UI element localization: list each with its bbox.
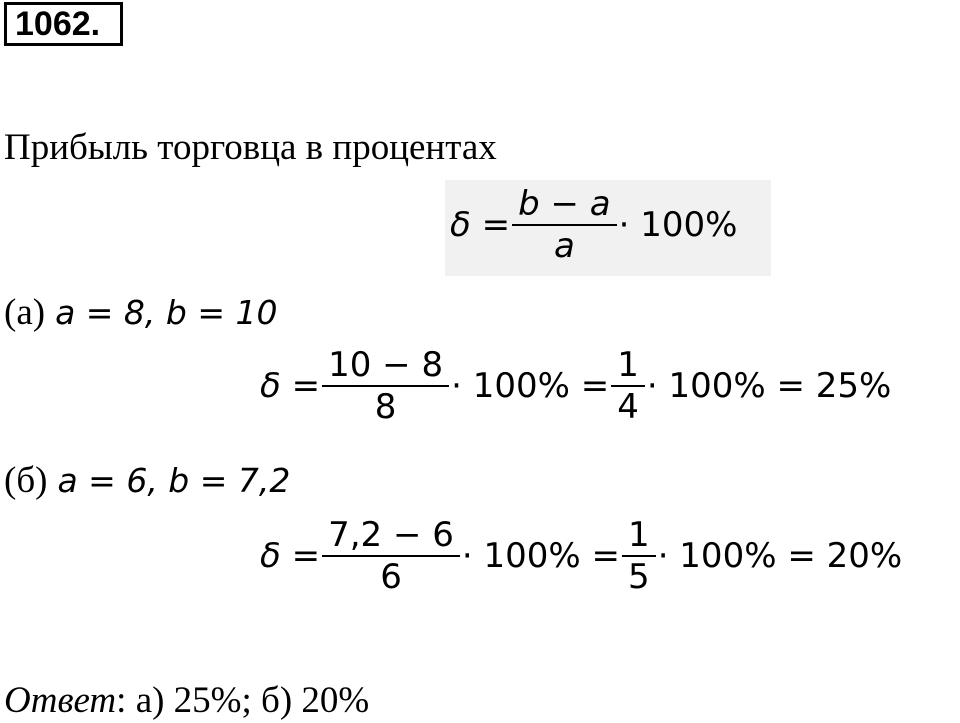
formula-rhs: · 100% — [618, 205, 738, 245]
case-a-lhs: δ = — [260, 366, 321, 406]
answer-text: а) 25%; б) 20% — [126, 680, 370, 721]
case-b-equation — [258, 515, 904, 597]
formula-lhs: δ = — [450, 205, 511, 245]
case-b-frac2-num: 1 — [628, 515, 650, 555]
case-b-condition — [4, 460, 290, 502]
case-a-fraction-2 — [611, 345, 645, 427]
case-a-frac1-den: 8 — [374, 387, 397, 427]
case-a-condition — [4, 292, 277, 334]
intro-text: Прибыль торговца в процентах — [4, 127, 497, 168]
case-a-fraction-1 — [322, 345, 449, 427]
case-b-mid: · 100% = — [461, 536, 621, 576]
case-b-result: · 100% = 20% — [657, 536, 903, 576]
case-b-frac1-den: 6 — [380, 557, 402, 597]
formula-fraction — [512, 184, 617, 266]
case-a-frac1-num: 10 − 8 — [328, 345, 444, 385]
formula-numerator: b − a — [518, 184, 611, 224]
case-a-equation — [258, 345, 893, 427]
case-b-fraction-1 — [322, 515, 460, 597]
answer-line — [4, 679, 369, 723]
case-b-values: a = 6, b = 7,2 — [57, 461, 291, 500]
case-a-values: a = 8, b = 10 — [55, 293, 278, 332]
case-b-lhs: δ = — [260, 536, 321, 576]
general-formula — [448, 184, 739, 266]
case-a-frac2-den: 4 — [617, 387, 639, 427]
case-b-label: (б) — [4, 460, 48, 501]
case-b-frac2-den: 5 — [628, 557, 650, 597]
formula-denominator: a — [553, 226, 575, 266]
case-a-label: (а) — [4, 292, 46, 333]
case-a-mid: · 100% = — [451, 366, 610, 406]
case-a-frac2-num: 1 — [617, 345, 639, 385]
problem-number: 1062. — [4, 2, 123, 46]
answer-colon: : — [116, 680, 127, 721]
answer-label: Ответ — [4, 680, 117, 721]
case-b-fraction-2 — [622, 515, 656, 597]
case-b-frac1-num: 7,2 − 6 — [328, 515, 454, 555]
case-a-result: · 100% = 25% — [646, 366, 892, 406]
